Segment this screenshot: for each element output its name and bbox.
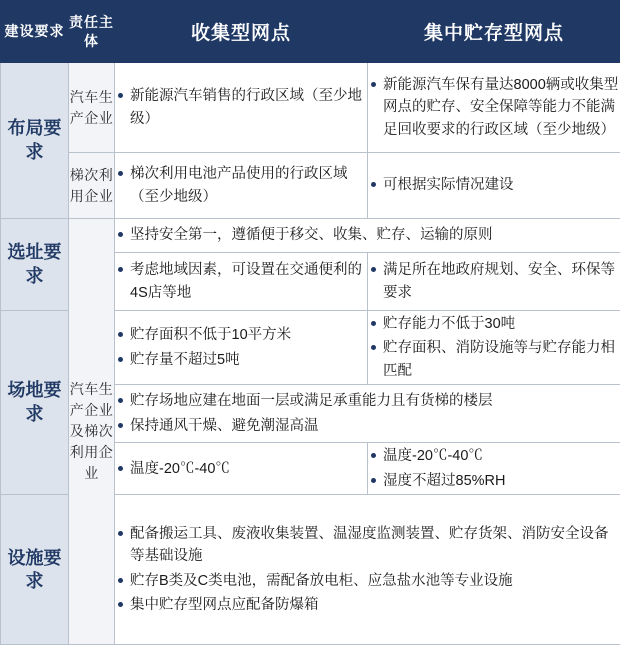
cell-facility bbox=[115, 495, 620, 645]
list-item: 温度-20℃-40℃ bbox=[115, 458, 367, 480]
header-subject: 责任主体 bbox=[69, 1, 115, 63]
bullet-list bbox=[115, 224, 620, 246]
cell-site-principle bbox=[115, 219, 620, 253]
list-item: 贮存场地应建在地面一层或满足承重能力且有货梯的楼层 bbox=[115, 390, 620, 412]
cell-site-store bbox=[368, 253, 620, 311]
list-item: 考虑地域因素，可设置在交通便利的4S店等地 bbox=[115, 259, 367, 304]
list-item: 湿度不超过85%RH bbox=[368, 470, 620, 492]
bullet-list bbox=[368, 174, 620, 196]
row-layout-auto bbox=[1, 63, 620, 153]
bullet-list bbox=[368, 259, 620, 304]
cell-place-collect-climate bbox=[115, 443, 368, 495]
list-item: 梯次利用电池产品使用的行政区域（至少地级） bbox=[115, 163, 367, 208]
list-item: 集中贮存型网点应配备防爆箱 bbox=[115, 594, 620, 616]
bullet-list bbox=[368, 74, 620, 141]
cell-place-store-climate bbox=[368, 443, 620, 495]
cell-layout-cascade-store bbox=[368, 153, 620, 219]
bullet-list bbox=[368, 445, 620, 492]
bullet-list bbox=[115, 390, 620, 437]
table-header-row bbox=[1, 1, 620, 63]
header-requirement: 建设要求 bbox=[1, 1, 69, 63]
req-label-site: 选址要求 bbox=[1, 219, 69, 311]
list-item: 贮存B类及C类电池，需配备放电柜、应急盐水池等专业设施 bbox=[115, 570, 620, 592]
list-item: 贮存面积不低于10平方米 bbox=[115, 324, 367, 346]
req-label-layout: 布局要求 bbox=[1, 63, 69, 219]
list-item: 可根据实际情况建设 bbox=[368, 174, 620, 196]
row-site-principle bbox=[1, 219, 620, 253]
header-collection-site: 收集型网点 bbox=[115, 1, 368, 63]
cell-place-building bbox=[115, 385, 620, 443]
bullet-list bbox=[115, 85, 367, 130]
cell-site-collect bbox=[115, 253, 368, 311]
subject-auto-and-cascade: 汽车生产企业及梯次利用企业 bbox=[69, 219, 115, 645]
row-layout-cascade bbox=[1, 153, 620, 219]
subject-cascade-enterprise: 梯次利用企业 bbox=[69, 153, 115, 219]
list-item: 坚持安全第一，遵循便于移交、收集、贮存、运输的原则 bbox=[115, 224, 620, 246]
bullet-list bbox=[368, 313, 620, 382]
cell-layout-auto-store bbox=[368, 63, 620, 153]
cell-layout-auto-collect bbox=[115, 63, 368, 153]
list-item: 贮存能力不低于30吨 bbox=[368, 313, 620, 335]
list-item: 贮存量不超过5吨 bbox=[115, 349, 367, 371]
list-item: 保持通风干燥、避免潮湿高温 bbox=[115, 415, 620, 437]
req-label-place: 场地要求 bbox=[1, 311, 69, 495]
list-item: 新能源汽车销售的行政区域（至少地级） bbox=[115, 85, 367, 130]
cell-place-collect-capacity bbox=[115, 311, 368, 385]
header-central-storage-site: 集中贮存型网点 bbox=[368, 1, 620, 63]
list-item: 新能源汽车保有量达8000辆或收集型网点的贮存、安全保障等能力不能满足回收要求的行政区域（至少地级） bbox=[368, 74, 620, 141]
bullet-list bbox=[115, 163, 367, 208]
list-item: 贮存面积、消防设施等与贮存能力相匹配 bbox=[368, 337, 620, 382]
bullet-list bbox=[115, 458, 367, 480]
cell-layout-cascade-collect bbox=[115, 153, 368, 219]
list-item: 温度-20℃-40℃ bbox=[368, 445, 620, 467]
bullet-list bbox=[115, 324, 367, 371]
cell-place-store-capacity bbox=[368, 311, 620, 385]
req-label-facility: 设施要求 bbox=[1, 495, 69, 645]
list-item: 满足所在地政府规划、安全、环保等要求 bbox=[368, 259, 620, 304]
list-item: 配备搬运工具、废液收集装置、温湿度监测装置、贮存货架、消防安全设备等基础设施 bbox=[115, 523, 620, 568]
bullet-list bbox=[115, 259, 367, 304]
subject-auto-enterprise: 汽车生产企业 bbox=[69, 63, 115, 153]
bullet-list bbox=[115, 523, 620, 617]
